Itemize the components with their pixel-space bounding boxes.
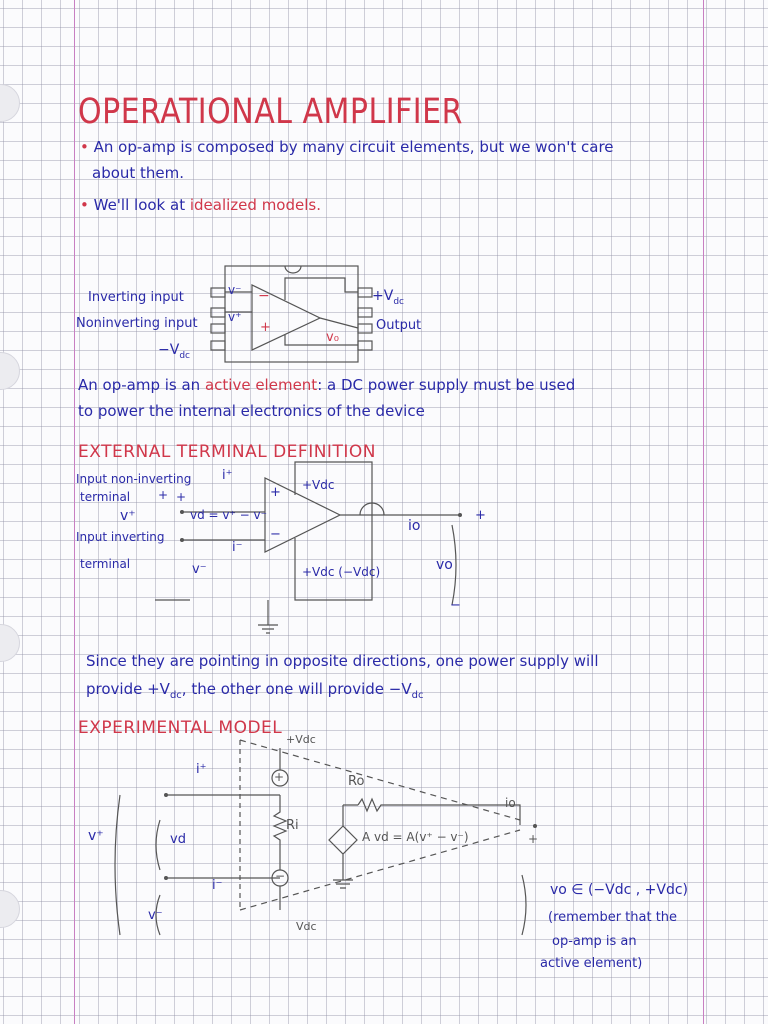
fig2-terminal-2: terminal (80, 557, 131, 571)
fig2-plus-mark-2: + (176, 490, 187, 504)
active-line-2: to power the internal electronics of the device (78, 402, 425, 420)
fig3-v-plus: v⁺ (88, 828, 104, 844)
active-element-highlight: active element (204, 376, 318, 394)
fig2-tri-minus: − (270, 527, 281, 542)
fig1-vminus: v⁻ (228, 283, 242, 297)
fig2-i-plus: i⁺ (222, 468, 233, 483)
fig3-vd: vd (170, 832, 186, 847)
fig2-v-plus: v⁺ (120, 508, 136, 524)
fig3-minus-circle: − (275, 869, 286, 883)
bullet-dot: • (80, 138, 94, 156)
fig3-plus-circle: + (274, 770, 285, 784)
fig2-plus-mark: + (158, 488, 169, 502)
fig2-v-minus: v⁻ (192, 562, 207, 577)
fig3-dependent-source: A vd = A(v⁺ − v⁻) (362, 830, 469, 844)
fig2-out-minus: − (450, 598, 461, 613)
fig2-vdc-bottom: +Vdc (−Vdc) (302, 565, 381, 579)
fig3-vdc-bottom: Vdc (296, 920, 317, 933)
fig1-pos-supply: $+V_{dc}$ (372, 288, 404, 307)
fig3-note-2: op-amp is an (552, 934, 637, 949)
bullet-2-highlight: idealized models. (189, 196, 321, 214)
fig2-vd-equation: vd = v⁺ − v⁻ (190, 508, 267, 522)
fig2-input-noninverting: Input non-inverting (76, 472, 192, 486)
fig2-vdc-top: +Vdc (302, 478, 335, 492)
fig1-vplus: v⁺ (228, 310, 242, 324)
bullet-1-cont: about them. (92, 164, 185, 182)
active-line-1: An op-amp is an active element: a DC power supply must be used (78, 376, 576, 394)
fig2-i-minus: i⁻ (232, 540, 243, 555)
fig3-vdc-top: +Vdc (286, 733, 316, 746)
fig2-input-inverting: Input inverting (76, 530, 165, 544)
bullet-dot: • (80, 196, 94, 214)
fig1-inverting-label: Inverting input (88, 290, 184, 305)
fig3-range: vo ∈ (−Vdc , +Vdc) (550, 882, 689, 898)
since-line-2: provide $+V_{dc}$, the other one will provide $-V_{dc}$ (86, 680, 424, 701)
fig3-ri: Ri (286, 818, 299, 833)
section-heading-external-terminal: EXTERNAL TERMINAL DEFINITION (78, 442, 376, 462)
fig1-vo: v₀ (326, 330, 339, 345)
fig2-tri-plus: + (270, 485, 281, 500)
fig1-output-label: Output (376, 318, 422, 333)
fig3-ro: Ro (348, 774, 365, 789)
fig2-vo: vo (436, 557, 453, 573)
fig2-terminal-1: terminal (80, 490, 131, 504)
bullet-1-text: An op-amp is composed by many circuit elements, but we won't care (93, 138, 614, 156)
fig1-noninverting-label: Noninverting input (76, 316, 198, 331)
section-heading-experimental-model: EXPERIMENTAL MODEL (78, 718, 283, 738)
fig3-out-plus: + (528, 832, 539, 846)
fig3-i-plus: i⁺ (196, 762, 207, 777)
fig2-out-plus: + (475, 508, 486, 523)
fig1-neg-supply: $-V_{dc}$ (158, 342, 190, 361)
page-title: OPERATIONAL AMPLIFIER (78, 92, 463, 133)
fig3-v-minus: v⁻ (148, 908, 163, 923)
bullet-2-text: We'll look at (93, 196, 190, 214)
fig3-note-3: active element) (540, 956, 643, 971)
fig2-io: io (408, 518, 421, 534)
fig3-i-minus: i⁻ (212, 878, 223, 893)
fig1-minus-sign: − (258, 288, 270, 304)
fig3-io: io (505, 796, 516, 810)
fig3-note-1: (remember that the (548, 910, 678, 925)
since-line-1: Since they are pointing in opposite directions, one power supply will (86, 652, 599, 670)
fig1-plus-sign: + (260, 320, 271, 335)
